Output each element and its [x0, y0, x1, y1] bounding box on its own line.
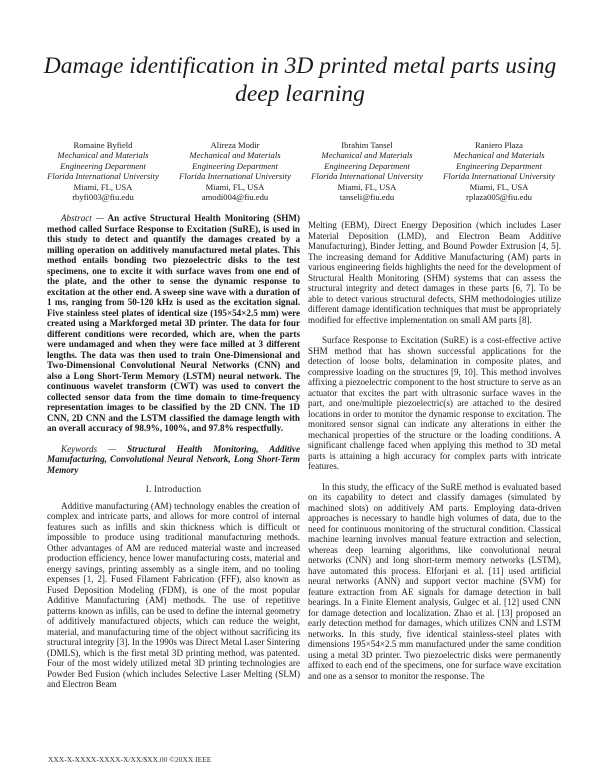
author-dept: Mechanical and Materials [453, 150, 545, 161]
body-paragraph: Additive manufacturing (AM) technology enables the creation of complex and intricate parts, and allows for more control of internal features such as infills and skin thickness which is difficult or impossible to produce using traditional manufacturing methods. Other advantages of AM are reduced material waste and increased production efficiency, hence lower manufacturing costs, material and energy savings, printing assembly as a single item, and no tooling expenses [1, 2]. Fused Filament Fabrication (FFF), also known as Fused Deposition Modeling (FDM), is one of the most popular Additive Manufacturing (AM) methods. The use of repetitive patterns known as infills, can be used to define the internal geometry of additively manufactured objects, which can reduce the weight, material, and manufacturing time of the object without sacrificing its structural integrity [3]. In the 1990s was Direct Metal Laser Sintering (DMLS), which is the first metal 3D printing method, was patented. Four of the most widely utilized metal 3D printing technologies are Powder Bed Fusion (which includes Selective Laser Melting (SLM) and Electron Beam [47, 500, 300, 689]
author-4 [434, 140, 564, 202]
author-university: Florida International University [443, 171, 555, 182]
author-3 [302, 140, 432, 202]
body-paragraph: In this study, the efficacy of the SuRE method is evaluated based on its capability to detect and classify damages (simulated by machined slots) on additively AM parts. Employing data-driven approaches is necessary to handle high volumes of data, due to the need for continuous monitoring of the structural condition. Classical machine learning involves manual feature extraction and selection, whereas deep learning algorithms, like convolutional neural networks (CNN) and long short-term memory networks (LSTM), have automated this process. Elforjani et al. [11] used artificial neural networks (ANN) and support vector machine (SVM) for feature extraction from AE signals for damage detection in ball bearings. In a Finite Element analysis, Gulgec et al. [12] used CNN for damage detection and localization. Zhao et al. [13] proposed an early detection method for damages, which utilizes CNN and LSTM networks. In this study, five identical stainless-steel plates with dimensions 195×54×2.5 mm manufactured under the same condition using a metal 3D printer. Two piezoelectric disks were permanently affixed to each end of the specimens, one for surface wave excitation and one as a sensor to monitor the response. The [308, 481, 561, 681]
author-city: Miami, FL, USA [469, 181, 529, 192]
author-university: Florida International University [179, 171, 291, 182]
author-name: Raniero Plaza [475, 140, 523, 150]
author-1 [38, 140, 168, 202]
abstract-lead: Abstract — [61, 213, 104, 223]
body-paragraph: Melting (EBM), Direct Energy Deposition (which includes Laser Material Deposition (LMD), and Electron Beam Additive Manufacturing), Binder Jetting, and Bound Powder Extrusion [4, 5]. The increasing demand for Additive Manufacturing (AM) parts in various engineering fields highlights the need for the development of Structural Health Monitoring (SHM) systems that can assess the structural integrity and detect damages in these parts [6, 7]. To be able to detect various structural defects, SHM methodologies utilize different damage identification techniques that must be appropriately modified for effective implementation on small AM parts [8]. [308, 220, 561, 325]
abstract-text: An active Structural Health Monitoring (SHM) method called Surface Response to Excitation (SuRE), is used in this study to detect and quantify the damages created by a milling operation on additively manufactured metal plates. This method entails bonding two piezoelectric disks to the test specimens, one to excite it with surface waves from one end of the plate, and the other to sense the dynamic response to excitation at the other end. A sweep sine wave with a duration of 1 ms, ranging from 50-120 kHz is used as the excitation signal. Five stainless steel plates of identical size (195×54×2.5 mm) were created using a Markforged metal 3D printer. The data for four different conditions were recorded, which are, when the parts were undamaged and when they were face milled at 3 different lengths. The data was then used to train One-Dimensional and Two-Dimensional Convolutional Neural Networks (CNN) and also a Long Short-Term Memory (LSTM) neural network. The continuous wavelet transform (CWT) was used to convert the collected sensor data from the time domain to time-frequency representation images to be classified by the 2D CNN. The 1D CNN, 2D CNN and the LSTM classified the damage length with an overall accuracy of 98.9%, 100%, and 97.8% respectfully. [47, 213, 300, 433]
section-heading: I. Introduction [145, 484, 202, 494]
author-dept: Engineering Department [192, 160, 278, 171]
author-university: Florida International University [311, 171, 423, 182]
author-dept: Engineering Department [60, 160, 146, 171]
author-dept: Mechanical and Materials [321, 150, 413, 161]
author-email: tanseli@fiu.edu [339, 192, 395, 203]
author-2 [170, 140, 300, 202]
keywords [47, 444, 300, 476]
keywords-lead: Keywords — [61, 443, 117, 454]
author-name: Romaine Byfield [73, 140, 133, 150]
author-email: rplaza005@fiu.edu [466, 192, 532, 203]
keywords-text: Structural Health Monitoring, Additive Manufacturing, Convolutional Neural Network, Long Short-Term Memory [47, 443, 300, 475]
left-column [47, 213, 300, 690]
author-block [38, 140, 564, 202]
author-name: Alireza Modir [210, 140, 260, 150]
author-city: Miami, FL, USA [337, 181, 397, 192]
author-name: Ibrahim Tansel [341, 140, 393, 150]
author-dept: Engineering Department [324, 160, 410, 171]
author-email: rbyfi003@fiu.edu [72, 192, 134, 203]
author-email: amodi004@fiu.edu [201, 192, 269, 203]
paper-title: Damage identification in 3D printed metal parts using deep learning [43, 53, 557, 107]
copyright-footer: XXX-X-XXXX-XXXX-X/XX/$XX.00 ©20XX IEEE [48, 755, 212, 764]
abstract [47, 213, 300, 434]
right-column [308, 220, 561, 681]
author-university: Florida International University [47, 171, 159, 182]
author-dept: Mechanical and Materials [189, 150, 281, 161]
author-city: Miami, FL, USA [73, 181, 133, 192]
author-city: Miami, FL, USA [205, 181, 265, 192]
author-dept: Mechanical and Materials [57, 150, 149, 161]
author-dept: Engineering Department [456, 160, 542, 171]
body-paragraph: Surface Response to Excitation (SuRE) is a cost-effective active SHM method that has shown successful applications for the detection of loose bolts, delamination in composite plates, and compressive loading on the structures [9, 10]. This method involves affixing a piezoelectric component to the host structure to serve as an actuator that excites the part with ultrasonic surface waves in the part, and one/multiple piezoelectric(s) are attached to the desired locations in order to monitor the dynamic response to excitation. The monitored sensor signal can indicate any alterations in either the mechanical properties of the structure or the loading conditions. A significant challenge faced when applying this method to 3D metal parts is attaining a high accuracy for complex parts with intricate features. [308, 335, 561, 471]
